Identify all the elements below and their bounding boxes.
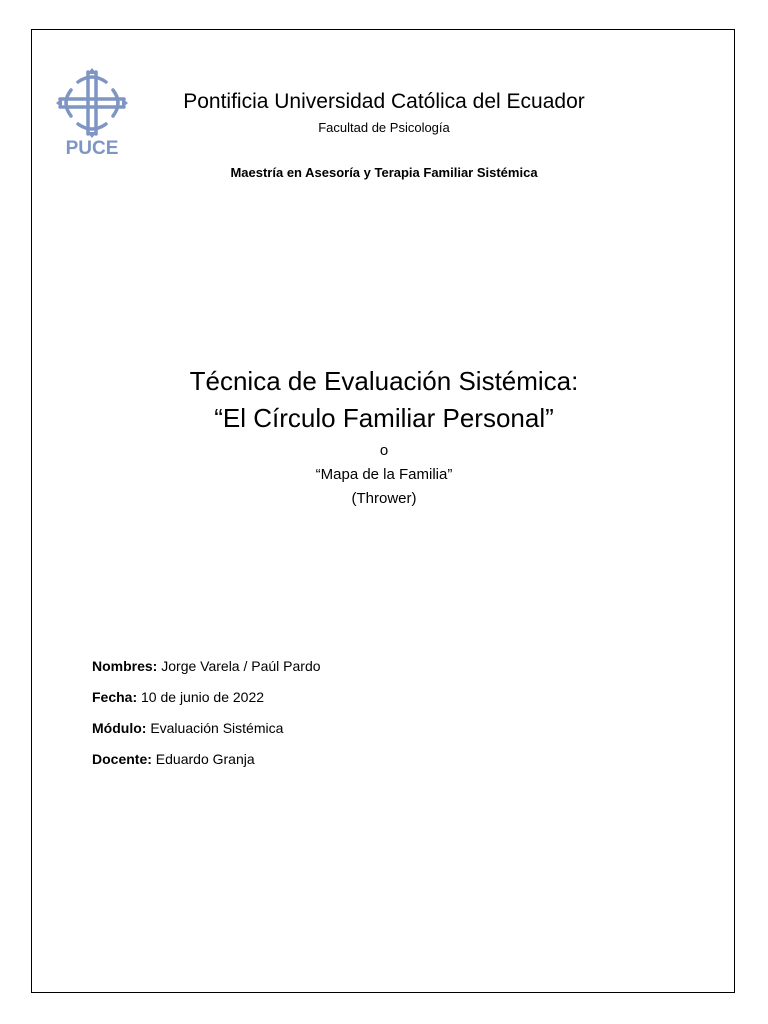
title-line-2: “El Círculo Familiar Personal” [214, 403, 554, 433]
university-name [0, 88, 768, 116]
alt-title: “Mapa de la Familia” [315, 466, 453, 483]
fecha-label: Fecha: [92, 689, 138, 705]
university-name-text: Pontificia Universidad Católica del Ecuador [183, 90, 585, 113]
nombres-value: Jorge Varela / Paúl Pardo [161, 658, 321, 674]
detail-row-modulo [92, 718, 321, 749]
nombres-label: Nombres: [92, 658, 158, 674]
program-name: Maestría en Asesoría y Terapia Familiar Sistémica [230, 165, 538, 180]
faculty-name: Facultad de Psicología [318, 120, 450, 135]
modulo-value: Evaluación Sistémica [150, 720, 284, 736]
fecha-value: 10 de junio de 2022 [141, 689, 265, 705]
detail-row-nombres [92, 656, 321, 687]
title-author: (Thrower) [351, 490, 417, 507]
title-connector: o [379, 442, 389, 459]
logo-text: PUCE [65, 138, 119, 156]
title-block [0, 363, 768, 511]
docente-value: Eduardo Granja [155, 751, 255, 767]
title-line-1: Técnica de Evaluación Sistémica: [189, 366, 579, 396]
modulo-label: Módulo: [92, 720, 147, 736]
details-section [92, 656, 321, 780]
detail-row-docente [92, 749, 321, 780]
detail-row-fecha [92, 687, 321, 718]
docente-label: Docente: [92, 751, 152, 767]
